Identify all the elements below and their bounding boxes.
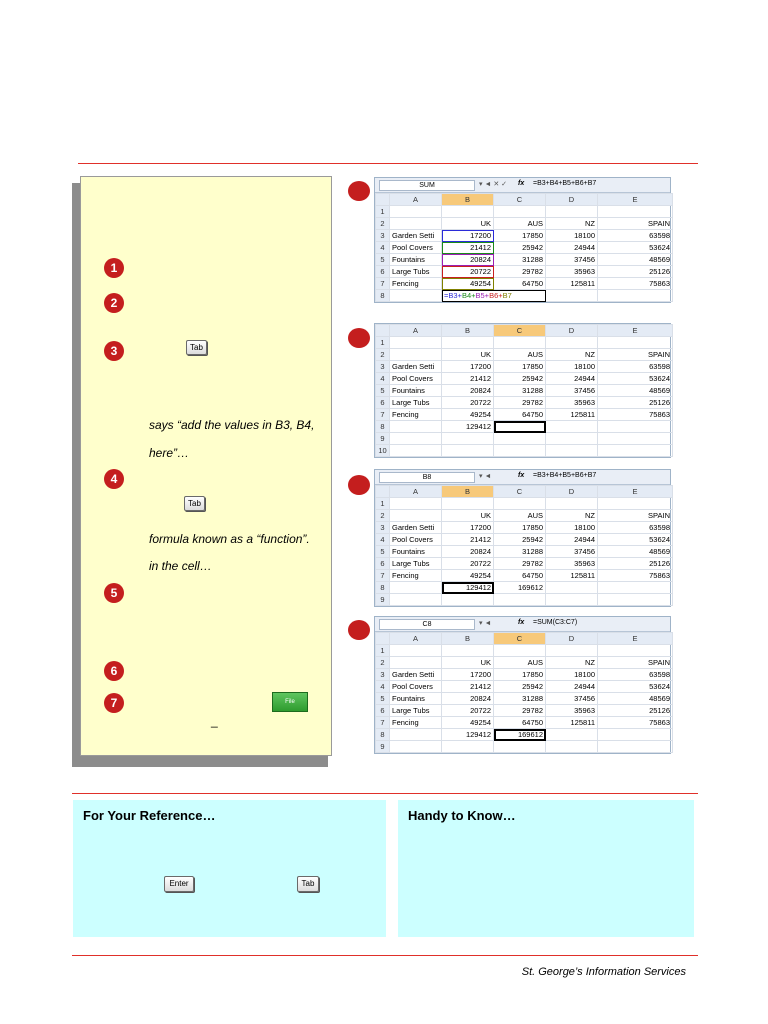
formula-value: =B3+B4+B5+B6+B7 xyxy=(533,472,597,479)
underscore-mark: _ xyxy=(211,714,218,728)
formula-value: =SUM(C3:C7) xyxy=(533,619,578,626)
spreadsheet-screenshot-2 xyxy=(374,323,671,458)
name-box: C8 xyxy=(379,619,475,630)
spreadsheet-screenshot-4 xyxy=(374,616,671,754)
step-badge-3: 3 xyxy=(104,341,124,361)
step4-text-line2: in the cell… xyxy=(149,559,212,573)
screenshot-marker-2 xyxy=(348,328,370,348)
name-box: B8 xyxy=(379,472,475,483)
spreadsheet-screenshot-1 xyxy=(374,177,671,303)
top-rule xyxy=(78,163,698,164)
step-badge-4: 4 xyxy=(104,469,124,489)
step-badge-7: 7 xyxy=(104,693,124,713)
handy-to-know-box xyxy=(398,800,694,937)
formula-buttons-icon: ▾ ◄ ✕ ✓ xyxy=(479,181,508,188)
step-badge-2: 2 xyxy=(104,293,124,313)
for-your-reference-box xyxy=(73,800,386,937)
name-box: SUM xyxy=(379,180,475,191)
cell-grid: A B C D E 1 2 UK AUS NZ SPAIN 3 Garden Setti 17200 17850 18100 63598 4 Pool Covers 21412 25942 24944 53624 5 Fountains 20824 31288 37456 48569 6 Large Tubs 20722 29782 35963 25126 7 Fencing 49254 64750 125811 75863 8 129412 169612 9 xyxy=(375,632,673,753)
cell-grid: A B C D E 1 2 UK AUS NZ SPAIN 3 Garden Setti 17200 17850 18100 63598 4 Pool Covers 21412 25942 24944 53624 5 Fountains 20824 31288 37456 48569 6 Large Tubs 20722 29782 35963 25126 7 Fencing 49254 64750 125811 75863 8 =B3+B4+B5+B6+B7 xyxy=(375,193,673,302)
step3-text-line2: here”… xyxy=(149,446,190,460)
footer-text: St. George’s Information Services xyxy=(521,966,686,978)
cell-grid: A B C D E 1 2 UK AUS NZ SPAIN 3 Garden Setti 17200 17850 18100 63598 4 Pool Covers 21412 25942 24944 53624 5 Fountains 20824 31288 37456 48569 6 Large Tubs 20722 29782 35963 25126 7 Fencing 49254 64750 125811 75863 8 129412 169612 9 xyxy=(375,485,673,606)
screenshot-marker-3 xyxy=(348,475,370,495)
formula-buttons-icon: ▾ ◄ xyxy=(479,473,492,480)
spreadsheet-screenshot-3 xyxy=(374,469,671,607)
step-badge-6: 6 xyxy=(104,661,124,681)
tab-key-icon-3: Tab xyxy=(297,876,319,892)
handy-to-know-title: Handy to Know… xyxy=(408,808,516,823)
bottom-rule xyxy=(72,955,698,956)
fx-icon: fx xyxy=(518,472,525,479)
step-badge-5: 5 xyxy=(104,583,124,603)
cell-grid: A B C D E 1 2 UK AUS NZ SPAIN 3 Garden Setti 17200 17850 18100 63598 4 Pool Covers 21412 25942 24944 53624 5 Fountains 20824 31288 37456 48569 6 Large Tubs 20722 29782 35963 25126 7 Fencing 49254 64750 125811 75863 8 129412 9 10 xyxy=(375,324,673,457)
screenshot-marker-4 xyxy=(348,620,370,640)
file-button-icon: File xyxy=(272,692,308,712)
fx-icon: fx xyxy=(518,180,525,187)
tab-key-icon: Tab xyxy=(186,340,207,355)
formula-bar xyxy=(375,470,670,485)
formula-buttons-icon: ▾ ◄ xyxy=(479,620,492,627)
for-your-reference-title: For Your Reference… xyxy=(83,808,216,823)
formula-bar xyxy=(375,178,670,193)
step4-text-line1: formula known as a “function”. xyxy=(149,532,310,546)
enter-key-icon: Enter xyxy=(164,876,194,892)
formula-bar xyxy=(375,617,670,632)
middle-rule xyxy=(72,793,698,794)
step-badge-1: 1 xyxy=(104,258,124,278)
step3-text-line1: says “add the values in B3, B4, xyxy=(149,418,315,432)
formula-value: =B3+B4+B5+B6+B7 xyxy=(533,180,597,187)
screenshot-marker-1 xyxy=(348,181,370,201)
tab-key-icon-2: Tab xyxy=(184,496,205,511)
fx-icon: fx xyxy=(518,619,525,626)
